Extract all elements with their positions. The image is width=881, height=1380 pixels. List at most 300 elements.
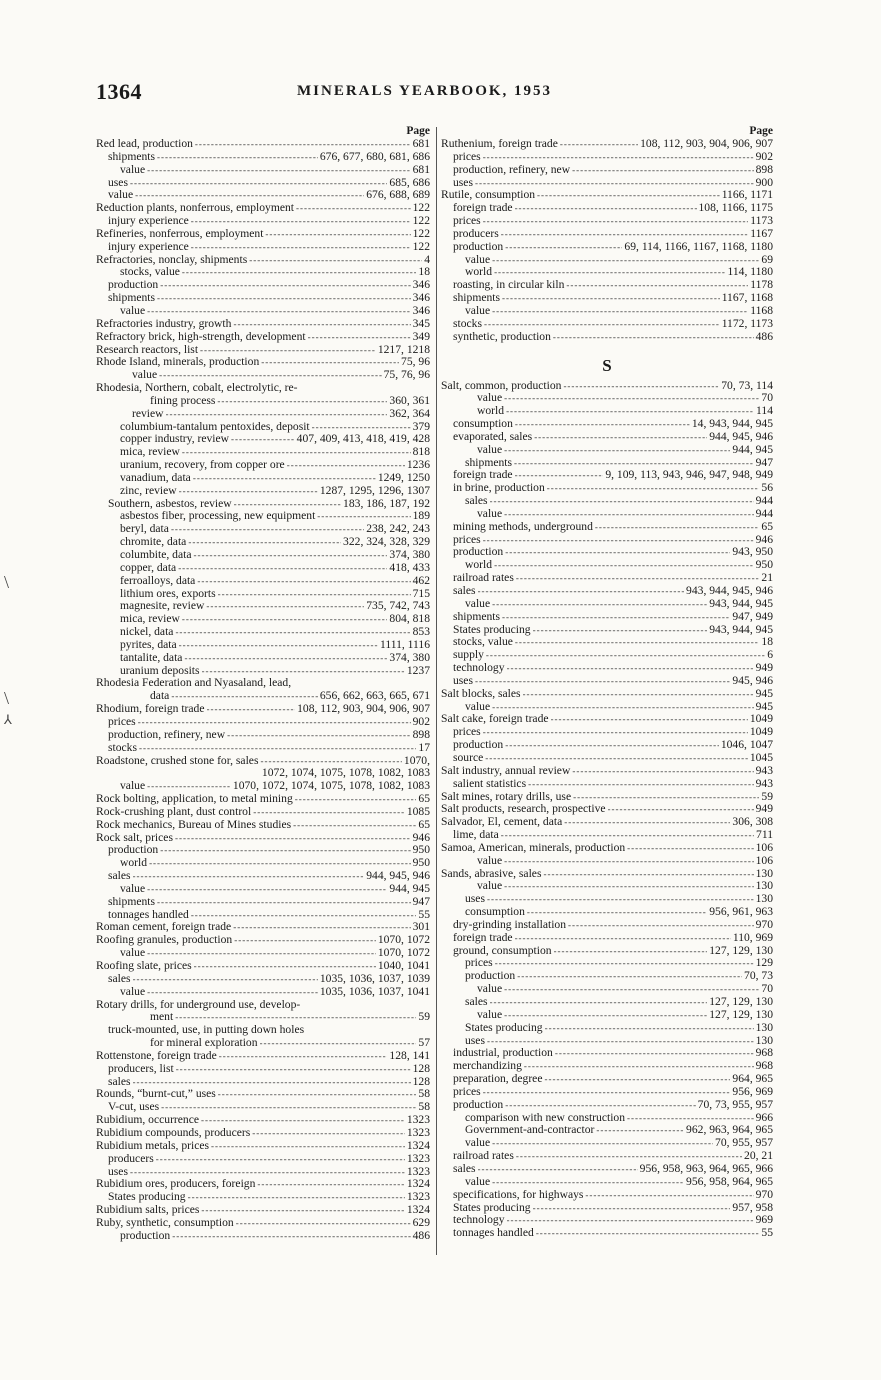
entry-pages: 18 bbox=[761, 635, 773, 649]
index-entry bbox=[441, 765, 773, 778]
entry-pages: 17 bbox=[418, 740, 430, 754]
leader-dots bbox=[231, 433, 295, 446]
leader-dots bbox=[517, 970, 742, 983]
entry-term: pyrites, data bbox=[120, 637, 177, 651]
entry-term: sales bbox=[465, 494, 488, 508]
leader-dots bbox=[490, 495, 754, 508]
entry-pages: 70 bbox=[761, 391, 773, 405]
leader-dots bbox=[179, 639, 378, 652]
leader-dots bbox=[287, 459, 405, 472]
index-entry bbox=[441, 636, 773, 649]
index-entry bbox=[96, 549, 430, 562]
index-entry bbox=[441, 521, 773, 534]
entry-pages: 949 bbox=[755, 661, 773, 675]
index-entry bbox=[96, 986, 430, 999]
leader-dots bbox=[160, 279, 410, 292]
leader-dots bbox=[191, 241, 411, 254]
index-entry bbox=[96, 331, 430, 344]
page-number: 1364 bbox=[96, 79, 142, 104]
section-letter: S bbox=[602, 355, 612, 375]
entry-pages: 966 bbox=[755, 1110, 773, 1124]
entry-term: comparison with new construction bbox=[465, 1110, 626, 1124]
index-column-right bbox=[441, 124, 773, 1240]
entry-pages: 130 bbox=[755, 879, 773, 893]
index-entries bbox=[441, 380, 773, 1241]
leader-dots bbox=[178, 562, 387, 575]
leader-dots bbox=[492, 305, 748, 318]
leader-dots bbox=[133, 973, 318, 986]
leader-dots bbox=[197, 575, 410, 588]
entry-pages: 818 bbox=[412, 445, 430, 459]
entry-pages: 70, 73, 114 bbox=[721, 378, 773, 392]
leader-dots bbox=[219, 1050, 388, 1063]
index-entry bbox=[96, 626, 430, 639]
entry-term: production, refinery, new bbox=[453, 162, 571, 176]
entry-pages: 374, 380 bbox=[389, 548, 430, 561]
entry-term: Roadstone, crushed stone for, sales bbox=[96, 753, 259, 767]
entry-term: ferroalloys, data bbox=[120, 573, 196, 587]
leader-dots bbox=[553, 331, 754, 344]
entry-term: world bbox=[465, 265, 493, 279]
entry-pages: 59 bbox=[761, 789, 773, 803]
leader-dots bbox=[515, 636, 760, 649]
entry-pages: 957, 958 bbox=[732, 1200, 773, 1214]
index-entry bbox=[441, 778, 773, 791]
index-entry bbox=[96, 973, 430, 986]
entry-pages: 735, 742, 743 bbox=[366, 599, 430, 613]
entry-term: Rutile, consumption bbox=[441, 188, 536, 202]
entry-pages: 65 bbox=[418, 817, 430, 831]
entry-term: supply bbox=[453, 648, 484, 662]
entry-term: Salvador, El, cement, data bbox=[441, 815, 563, 829]
leader-dots bbox=[492, 1176, 684, 1189]
page-column-label: Page bbox=[406, 125, 430, 137]
entry-term: value bbox=[120, 946, 146, 960]
entry-term: industrial, production bbox=[453, 1046, 553, 1060]
index-entry bbox=[441, 598, 773, 611]
entry-pages: 950 bbox=[755, 558, 773, 572]
entry-pages: 715 bbox=[412, 586, 430, 600]
index-entry bbox=[441, 215, 773, 228]
leader-dots bbox=[160, 844, 410, 857]
entry-term: shipments bbox=[108, 291, 156, 305]
entry-pages: 238, 242, 243 bbox=[366, 522, 430, 536]
page-header bbox=[0, 79, 881, 109]
leader-dots bbox=[505, 1099, 695, 1112]
entry-pages: 106 bbox=[755, 840, 773, 854]
entry-pages: 944 bbox=[755, 506, 773, 520]
leader-dots bbox=[184, 652, 387, 665]
entry-term: tonnages handled bbox=[108, 907, 189, 921]
leader-dots bbox=[568, 919, 754, 932]
leader-dots bbox=[182, 266, 417, 279]
index-entry bbox=[96, 151, 430, 164]
index-entry bbox=[441, 739, 773, 752]
entry-pages: 1287, 1295, 1296, 1307 bbox=[319, 483, 430, 497]
entry-pages: 898 bbox=[412, 727, 430, 741]
index-entry bbox=[96, 1230, 430, 1243]
index-entry bbox=[441, 318, 773, 331]
entry-term: mica, review bbox=[120, 445, 180, 459]
leader-dots bbox=[504, 444, 730, 457]
index-entry bbox=[441, 585, 773, 598]
entry-pages: 946 bbox=[412, 830, 430, 844]
entry-pages: 407, 409, 413, 418, 419, 428 bbox=[296, 432, 430, 446]
entry-term: value bbox=[477, 442, 503, 456]
index-entry bbox=[441, 1163, 773, 1176]
entry-pages: 943, 944, 945, 946 bbox=[686, 584, 773, 597]
leader-dots bbox=[544, 1073, 730, 1086]
index-entry bbox=[441, 713, 773, 726]
entry-pages: 1049 bbox=[749, 712, 773, 726]
entry-term: value bbox=[477, 982, 503, 996]
entry-pages: 945 bbox=[755, 686, 773, 700]
leader-dots bbox=[486, 649, 765, 662]
leader-dots bbox=[157, 896, 411, 909]
entry-pages: 900 bbox=[755, 175, 773, 189]
entry-term: Roofing slate, prices bbox=[96, 959, 192, 972]
leader-dots bbox=[193, 549, 387, 562]
index-entry bbox=[96, 472, 430, 485]
index-entries bbox=[441, 138, 773, 344]
index-entry bbox=[441, 495, 773, 508]
leader-dots bbox=[627, 842, 753, 855]
entry-pages: 711 bbox=[756, 828, 773, 842]
entry-term: uranium deposits bbox=[120, 663, 200, 677]
entry-pages: 902 bbox=[755, 149, 773, 163]
leader-dots bbox=[501, 228, 749, 241]
index-entry bbox=[96, 1050, 430, 1063]
leader-dots bbox=[483, 151, 754, 164]
entry-term: Southern, asbestos, review bbox=[108, 496, 232, 510]
entry-term: Rhodesia Federation and Nyasaland, lead, bbox=[96, 676, 292, 690]
entry-term: stocks bbox=[453, 316, 482, 330]
entry-pages: 1323 bbox=[406, 1190, 430, 1204]
leader-dots bbox=[260, 1037, 417, 1050]
margin-mark: ⅄ bbox=[4, 712, 12, 727]
leader-dots bbox=[261, 356, 399, 369]
entry-term: specifications, for highways bbox=[453, 1187, 584, 1201]
entry-pages: 1324 bbox=[406, 1203, 430, 1217]
index-entry bbox=[96, 459, 430, 472]
leader-dots bbox=[139, 742, 416, 755]
entry-term: value bbox=[465, 1174, 491, 1188]
entry-term: uranium, recovery, from copper ore bbox=[120, 458, 285, 472]
entry-pages: 128 bbox=[412, 1061, 430, 1075]
leader-dots bbox=[537, 189, 720, 202]
entry-pages: 1172, 1173 bbox=[721, 316, 773, 330]
leader-dots bbox=[483, 534, 754, 547]
entry-pages: 58 bbox=[418, 1100, 430, 1114]
entry-term: Rock bolting, application, to metal mining bbox=[96, 792, 293, 806]
entry-pages: 130 bbox=[755, 866, 773, 880]
entry-term: mining methods, underground bbox=[453, 519, 593, 533]
index-entry bbox=[96, 960, 430, 973]
column-divider bbox=[436, 127, 437, 1255]
entry-pages: 110, 969 bbox=[732, 930, 773, 944]
leader-dots bbox=[485, 752, 748, 765]
entry-pages: 56 bbox=[761, 481, 773, 495]
entry-term: production bbox=[453, 239, 504, 253]
leader-dots bbox=[504, 508, 754, 521]
entry-pages: 950 bbox=[412, 843, 430, 857]
entry-pages: 362, 364 bbox=[389, 406, 430, 420]
index-entry bbox=[96, 793, 430, 806]
leader-dots bbox=[157, 292, 411, 305]
leader-dots bbox=[490, 996, 708, 1009]
entry-term: value bbox=[465, 596, 491, 610]
entry-term: Rottenstone, foreign trade bbox=[96, 1048, 217, 1062]
entry-pages: 18 bbox=[418, 265, 430, 279]
entry-pages: 1237 bbox=[406, 663, 430, 677]
leader-dots bbox=[207, 703, 296, 716]
leader-dots bbox=[566, 279, 748, 292]
entry-term: production bbox=[453, 1097, 504, 1111]
leader-dots bbox=[560, 138, 638, 151]
entry-pages: 943, 950 bbox=[732, 545, 773, 559]
leader-dots bbox=[527, 906, 707, 919]
entry-term: Ruby, synthetic, consumption bbox=[96, 1215, 234, 1229]
leader-dots bbox=[505, 739, 719, 752]
entry-term: for mineral exploration bbox=[150, 1036, 258, 1050]
entry-term: prices bbox=[453, 725, 481, 739]
leader-dots bbox=[515, 418, 690, 431]
leader-dots bbox=[234, 934, 376, 947]
leader-dots bbox=[524, 1060, 754, 1073]
running-title: MINERALS YEARBOOK, 1953 bbox=[297, 83, 553, 99]
entry-pages: 956, 969 bbox=[732, 1084, 773, 1098]
entry-term: value bbox=[477, 391, 503, 405]
entry-term: lime, data bbox=[453, 828, 499, 842]
entry-pages: 486 bbox=[412, 1228, 430, 1242]
leader-dots bbox=[501, 829, 754, 842]
entry-term: in brine, production bbox=[453, 481, 545, 495]
entry-term: prices bbox=[453, 532, 481, 546]
leader-dots bbox=[257, 1178, 404, 1191]
entry-term: Refractories, nonclay, shipments bbox=[96, 252, 248, 266]
leader-dots bbox=[554, 945, 708, 958]
entry-pages: 1323 bbox=[406, 1164, 430, 1178]
entry-term: Rock salt, prices bbox=[96, 830, 173, 844]
entry-pages: 949 bbox=[755, 802, 773, 816]
entry-pages: 59 bbox=[418, 1010, 430, 1024]
entry-pages: 964, 965 bbox=[732, 1072, 773, 1086]
leader-dots bbox=[492, 254, 759, 267]
leader-dots bbox=[236, 1217, 411, 1230]
entry-pages: 70, 73, 955, 957 bbox=[697, 1097, 773, 1111]
leader-dots bbox=[300, 382, 428, 395]
entry-term: value bbox=[108, 188, 134, 202]
entry-pages: 1167 bbox=[750, 226, 773, 240]
leader-dots bbox=[302, 999, 428, 1012]
index-entry bbox=[441, 688, 773, 701]
entry-term: Government-and-contractor bbox=[465, 1123, 595, 1137]
entry-term: uses bbox=[108, 1164, 128, 1178]
entry-pages: 127, 129, 130 bbox=[709, 995, 773, 1008]
entry-pages: 128 bbox=[412, 1074, 430, 1088]
index-entry bbox=[441, 919, 773, 932]
leader-dots bbox=[293, 819, 416, 832]
entry-term: prices bbox=[453, 149, 481, 163]
index-entry bbox=[96, 742, 430, 755]
leader-dots bbox=[492, 598, 707, 611]
index-entry bbox=[441, 444, 773, 457]
entry-term: dry-grinding installation bbox=[453, 917, 567, 931]
entry-term: Refineries, nonferrous, employment bbox=[96, 226, 264, 240]
entry-term: source bbox=[453, 750, 484, 764]
index-entry bbox=[96, 241, 430, 254]
entry-pages: 4 bbox=[424, 252, 430, 266]
entry-term: nickel, data bbox=[120, 625, 174, 639]
entry-term: shipments bbox=[465, 455, 513, 469]
index-entry bbox=[96, 729, 430, 742]
index-entry bbox=[96, 228, 430, 241]
leader-dots bbox=[147, 305, 411, 318]
entry-term: merchandizing bbox=[453, 1059, 522, 1073]
leader-dots bbox=[188, 536, 341, 549]
entry-pages: 676, 688, 689 bbox=[366, 188, 430, 202]
leader-dots bbox=[253, 806, 405, 819]
index-entry bbox=[96, 1217, 430, 1230]
leader-dots bbox=[306, 1024, 428, 1037]
entry-term: value bbox=[120, 984, 146, 998]
leader-dots bbox=[504, 392, 759, 405]
entry-pages: 69, 114, 1166, 1167, 1168, 1180 bbox=[624, 239, 773, 253]
entry-pages: 20, 21 bbox=[744, 1149, 773, 1163]
entry-pages: 943, 944, 945 bbox=[709, 622, 773, 636]
entry-pages: 108, 112, 903, 904, 906, 907 bbox=[297, 702, 430, 716]
leader-dots bbox=[176, 1063, 411, 1076]
leader-dots bbox=[492, 1137, 713, 1150]
entry-pages: 114 bbox=[756, 404, 773, 418]
entry-pages: 1166, 1171 bbox=[721, 188, 773, 202]
entry-term: zinc, review bbox=[120, 483, 177, 497]
leader-dots bbox=[179, 485, 318, 498]
index-entry bbox=[441, 932, 773, 945]
entry-pages: 956, 958, 963, 964, 965, 966 bbox=[639, 1161, 773, 1175]
entry-pages: 944, 945, 946 bbox=[709, 429, 773, 443]
entry-term: uses bbox=[465, 892, 485, 906]
entry-term: truck-mounted, use, in putting down holes bbox=[108, 1023, 305, 1037]
entry-pages: 681 bbox=[412, 137, 430, 150]
leader-dots bbox=[147, 883, 387, 896]
entry-pages: 189 bbox=[412, 509, 430, 523]
entry-term: value bbox=[477, 1007, 503, 1021]
entry-pages: 108, 112, 903, 904, 906, 907 bbox=[640, 137, 773, 150]
leader-dots bbox=[596, 1124, 684, 1137]
entry-pages: 1324 bbox=[406, 1177, 430, 1191]
entry-term: vanadium, data bbox=[120, 470, 191, 484]
entry-pages: 1168 bbox=[750, 303, 773, 317]
entry-term: technology bbox=[453, 661, 505, 675]
entry-term: Sands, abrasive, sales bbox=[441, 866, 542, 880]
index-entry bbox=[441, 855, 773, 868]
entry-term: Salt, common, production bbox=[441, 378, 562, 392]
entry-term: production bbox=[453, 738, 504, 752]
entry-pages: 944 bbox=[755, 494, 773, 508]
entry-pages: 130 bbox=[755, 1033, 773, 1047]
leader-dots bbox=[502, 611, 730, 624]
entry-term: asbestos fiber, processing, new equipment bbox=[120, 509, 316, 523]
entry-pages: 943 bbox=[755, 763, 773, 777]
entry-pages: 1035, 1036, 1037, 1041 bbox=[319, 984, 430, 998]
entry-term: production bbox=[108, 843, 159, 857]
leader-dots bbox=[478, 1163, 638, 1176]
entry-term: shipments bbox=[108, 894, 156, 908]
leader-dots bbox=[494, 559, 754, 572]
entry-pages: 950 bbox=[412, 856, 430, 870]
entry-term: review bbox=[132, 406, 164, 420]
entry-term: States producing bbox=[465, 1020, 543, 1034]
entry-term: value bbox=[132, 368, 158, 382]
entry-term: shipments bbox=[108, 149, 156, 163]
entry-term: Rock-crushing plant, dust control bbox=[96, 804, 252, 818]
entry-pages: 418, 433 bbox=[389, 560, 430, 574]
leader-dots bbox=[211, 1140, 405, 1153]
entry-term: production bbox=[120, 1228, 171, 1242]
entry-term: producers bbox=[108, 1151, 154, 1165]
entry-pages: 1070, 1072 bbox=[377, 946, 430, 960]
leader-dots bbox=[505, 241, 622, 254]
leader-dots bbox=[166, 408, 388, 421]
entry-pages: 1323 bbox=[406, 1113, 430, 1127]
index-entry bbox=[96, 1204, 430, 1217]
entry-term: Rhodesia, Northern, cobalt, electrolytic, re- bbox=[96, 381, 298, 395]
entry-term: stocks, value bbox=[120, 265, 180, 279]
entry-term: lithium ores, exports bbox=[120, 586, 216, 600]
entry-pages: 58 bbox=[418, 1087, 430, 1101]
entry-pages: 21 bbox=[761, 571, 773, 585]
entry-term: ment bbox=[150, 1010, 174, 1024]
leader-dots bbox=[193, 472, 376, 485]
entry-term: columbite, data bbox=[120, 548, 192, 561]
entry-term: copper, data bbox=[120, 560, 177, 574]
index-entry bbox=[96, 485, 430, 498]
entry-pages: 360, 361 bbox=[389, 393, 430, 407]
entry-pages: 681 bbox=[412, 162, 430, 176]
entry-pages: 345 bbox=[412, 316, 430, 330]
leader-dots bbox=[564, 816, 730, 829]
leader-dots bbox=[156, 1153, 405, 1166]
entry-term: world bbox=[465, 558, 493, 572]
entry-pages: 1167, 1168 bbox=[721, 291, 773, 305]
entry-term: mica, review bbox=[120, 612, 180, 626]
entry-term: preparation, degree bbox=[453, 1072, 543, 1086]
leader-dots bbox=[130, 177, 387, 190]
entry-pages: 1085 bbox=[406, 804, 430, 818]
index-entry bbox=[96, 1063, 430, 1076]
leader-dots bbox=[533, 624, 708, 637]
entry-pages: 944, 945, 946 bbox=[366, 869, 430, 883]
leader-dots bbox=[515, 202, 697, 215]
entry-term: Ruthenium, foreign trade bbox=[441, 137, 558, 150]
entry-pages: 306, 308 bbox=[732, 815, 773, 829]
leader-dots bbox=[218, 1088, 417, 1101]
entry-term: sales bbox=[453, 584, 476, 597]
entry-pages: 1070, 1072 bbox=[377, 933, 430, 947]
leader-dots bbox=[495, 957, 754, 970]
leader-dots bbox=[563, 380, 719, 393]
leader-dots bbox=[191, 215, 411, 228]
entry-term: Rhodium, foreign trade bbox=[96, 702, 205, 716]
entry-pages: 122 bbox=[412, 226, 430, 240]
index-entry bbox=[441, 1073, 773, 1086]
entry-pages: 969 bbox=[755, 1213, 773, 1227]
entry-pages: 1072, 1074, 1075, 1078, 1082, 1083 bbox=[261, 766, 430, 780]
entry-term: value bbox=[477, 853, 503, 867]
leader-dots bbox=[595, 521, 760, 534]
entry-pages: 1111, 1116 bbox=[379, 637, 430, 651]
